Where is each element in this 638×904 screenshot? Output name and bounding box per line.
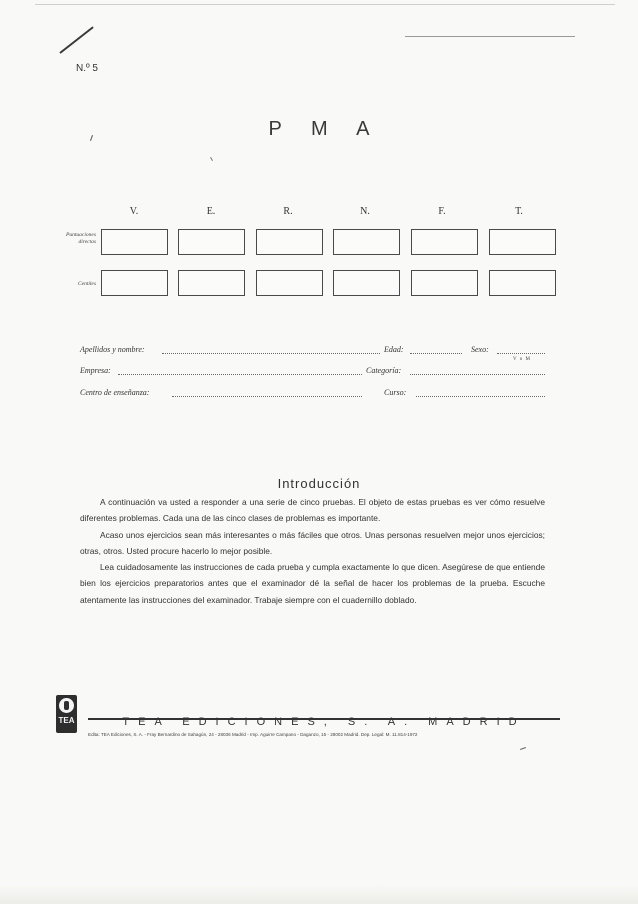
category-field[interactable] bbox=[410, 373, 545, 375]
pen-mark bbox=[59, 26, 93, 53]
course-label: Curso: bbox=[384, 388, 407, 397]
tea-logo bbox=[56, 695, 77, 733]
scan-edge bbox=[0, 884, 638, 904]
intro-body bbox=[80, 494, 545, 608]
row-label-direct-scores: Puntuaciones directas bbox=[66, 232, 96, 245]
logo-emblem-icon bbox=[59, 698, 74, 713]
imprint-line: Edita: TEA Ediciones, S. A. - Fray Bernardino de Sahagún, 24 - 28036 Madrid - Imp. Aguirre Campano - Daganzo, 15 - 28002 Madrid. Dep. Legal: M. 11.814-1972 bbox=[88, 732, 418, 737]
intro-paragraph: Acaso unos ejercicios sean más interesantes o más fáciles que otros. Unas personas resuelven mejor unos ejercicios; otras, otros. Usted procure hacerlo lo mejor posible. bbox=[80, 529, 545, 556]
booklet-number: N.º 5 bbox=[76, 63, 98, 74]
top-edge-line bbox=[35, 4, 615, 5]
age-field[interactable] bbox=[410, 352, 462, 354]
score-box-t-direct[interactable] bbox=[489, 229, 556, 255]
intro-paragraph: Lea cuidadosamente las instrucciones de cada prueba y cumpla exactamente lo que dicen. Asegúrese de que entiende bien los ejercicios preparatorios antes que el examinador dé la señal de hacer los problemas de la prueba. Escuche atentamente las instrucciones del examinador. Trabaje siempre con el cuadernillo doblado. bbox=[80, 562, 545, 605]
score-box-n-centile[interactable] bbox=[333, 270, 400, 296]
company-label: Empresa: bbox=[80, 366, 111, 375]
age-label: Edad: bbox=[384, 345, 404, 354]
logo-text: TEA bbox=[58, 716, 75, 725]
column-label-f: F. bbox=[438, 206, 446, 217]
sex-options-hint: V o M bbox=[513, 357, 531, 362]
score-box-r-centile[interactable] bbox=[256, 270, 323, 296]
sex-label: Sexo: bbox=[471, 345, 489, 354]
stray-mark bbox=[210, 157, 213, 161]
column-label-v: V. bbox=[129, 206, 139, 217]
row-label-centiles: Centiles bbox=[77, 281, 96, 287]
page-title: P M A bbox=[268, 118, 382, 140]
school-field[interactable] bbox=[172, 395, 362, 397]
sex-field[interactable] bbox=[497, 352, 545, 354]
company-field[interactable] bbox=[118, 373, 362, 375]
score-box-e-centile[interactable] bbox=[178, 270, 245, 296]
school-label: Centro de enseñanza: bbox=[80, 388, 150, 397]
score-box-v-direct[interactable] bbox=[101, 229, 168, 255]
score-box-e-direct[interactable] bbox=[178, 229, 245, 255]
column-label-r: R. bbox=[283, 206, 293, 217]
intro-paragraph: A continuación va usted a responder a una serie de cinco pruebas. El objeto de estas pruebas es ver cómo resuelve diferentes problemas. Cada una de las cinco clases de problemas es importante. bbox=[80, 497, 545, 524]
publisher-name: TEA EDICIONES, S. A. MADRID bbox=[122, 716, 526, 728]
score-box-r-direct[interactable] bbox=[256, 229, 323, 255]
name-field[interactable] bbox=[162, 352, 380, 354]
category-label: Categoría: bbox=[366, 366, 402, 375]
score-box-f-centile[interactable] bbox=[411, 270, 478, 296]
column-label-t: T. bbox=[515, 206, 523, 217]
stray-mark bbox=[520, 747, 526, 750]
name-label: Apellidos y nombre: bbox=[80, 345, 145, 354]
score-columns bbox=[100, 206, 560, 222]
header-rule bbox=[405, 36, 575, 37]
score-box-t-centile[interactable] bbox=[489, 270, 556, 296]
intro-heading: Introducción bbox=[277, 476, 361, 491]
column-label-e: E. bbox=[206, 206, 216, 217]
score-box-v-centile[interactable] bbox=[101, 270, 168, 296]
score-box-n-direct[interactable] bbox=[333, 229, 400, 255]
course-field[interactable] bbox=[416, 395, 545, 397]
column-label-n: N. bbox=[360, 206, 370, 217]
score-box-f-direct[interactable] bbox=[411, 229, 478, 255]
